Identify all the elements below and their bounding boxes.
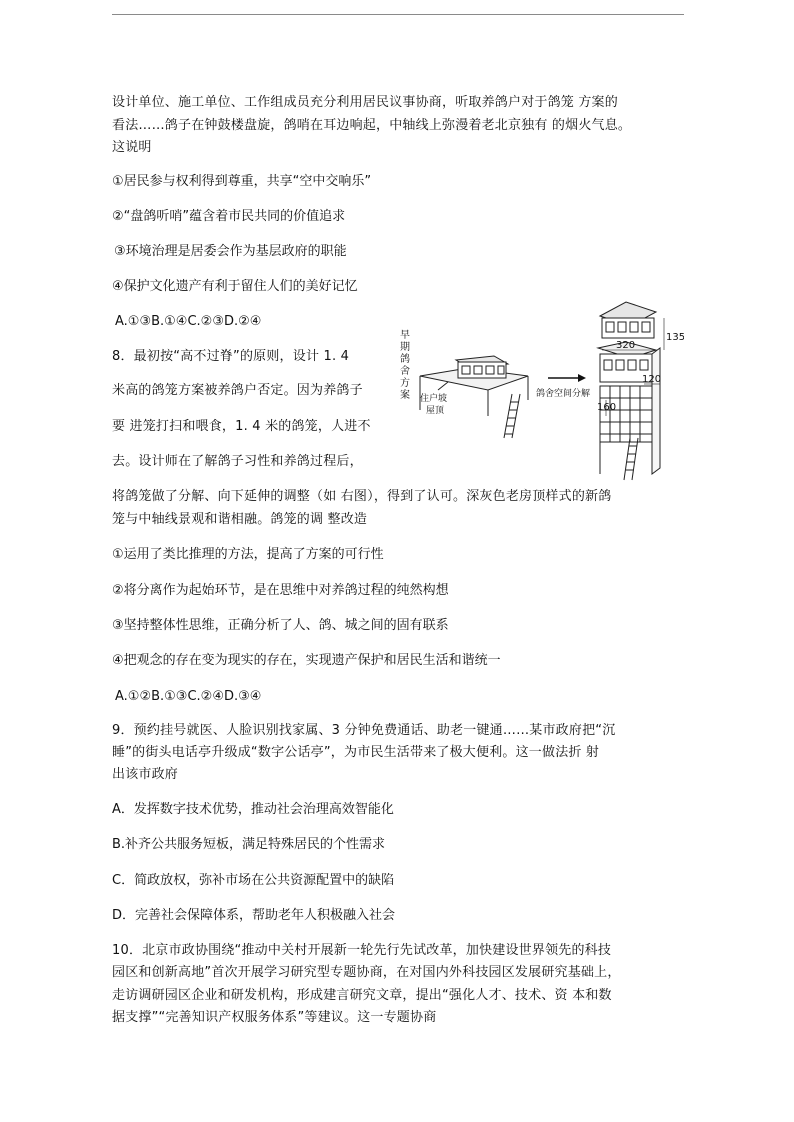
q9-stem-line-3: 出该市政府: [112, 767, 179, 782]
q8-choices: A.①②B.①③C.②④D.③④: [115, 689, 262, 704]
q9-option-d: D．完善社会保障体系，帮助老年人积极融入社会: [112, 908, 396, 923]
figure-vlabel-6: 案: [400, 390, 410, 401]
pigeon-house-figure: [398, 298, 684, 482]
q7-stem-line-2: 看法……鸽子在钟鼓楼盘旋，鸽哨在耳边响起，中轴线上弥漫着老北京独有 的烟火气息。: [112, 118, 632, 133]
q8-stem-line-1: 8．最初按“高不过脊”的原则，设计 1. 4: [112, 349, 350, 364]
figure-vlabel-4: 舍: [400, 366, 410, 377]
q8-item-2: ②将分离作为起始环节，是在思维中对养鸽过程的纯然构想: [112, 583, 449, 598]
q10-stem-line-3: 走访调研园区企业和研发机构，形成建言研究文章，提出“强化人才、技术、资 本和数: [112, 988, 612, 1003]
q7-choices: A.①③B.①④C.②③D.②④: [115, 314, 262, 329]
q9-option-b: B.补齐公共服务短板，满足特殊居民的个性需求: [112, 837, 386, 852]
q8-stem-line-2: 米高的鸽笼方案被养鸽户否定。因为养鸽子: [112, 383, 363, 398]
q7-item-4: ④保护文化遗产有利于留住人们的美好记忆: [112, 279, 358, 294]
figure-dim-120: 120: [642, 374, 662, 385]
q7-stem-line-3: 这说明: [112, 140, 152, 155]
figure-vlabel-2: 期: [400, 342, 410, 353]
q10-stem-line-4: 据支撑”“完善知识产权服务体系”等建议。这一专题协商: [112, 1010, 437, 1025]
q8-item-1: ①运用了类比推理的方法，提高了方案的可行性: [112, 547, 384, 562]
q8-stem-line-6: 笼与中轴线景观和谐相融。鸽笼的调 整改造: [112, 512, 368, 527]
header-rule: [112, 14, 684, 15]
q7-stem-line-1: 设计单位、施工单位、工作组成员充分利用居民议事协商，听取养鸽户对于鸽笼 方案的: [112, 95, 618, 110]
q8-stem-line-3: 要 进笼打扫和喂食，1. 4 米的鸽笼，人进不: [112, 419, 371, 434]
figure-roof-label-1: 住户坡: [420, 394, 448, 404]
q9-stem-line-2: 睡”的街头电话亭升级成“数字公话亭”，为市民生活带来了极大便利。这一做法折 射: [112, 745, 600, 760]
figure-dim-320: 320: [616, 340, 636, 351]
figure-arrow: [548, 374, 586, 382]
q10-stem-line-1: 10．北京市政协围绕“推动中关村开展新一轮先行先试改革，加快建设世界领先的科技: [112, 943, 612, 958]
q8-item-4: ④把观念的存在变为现实的存在，实现遗产保护和居民生活和谐统一: [112, 653, 501, 668]
figure-arrow-label: 鸽舍空间分解: [536, 389, 591, 399]
q8-stem-line-5: 将鸽笼做了分解、向下延伸的调整（如 右图），得到了认可。深灰色老房顶样式的新鸽: [112, 489, 612, 504]
q8-stem-line-4: 去。设计师在了解鸽子习性和养鸽过程后，: [112, 454, 363, 469]
figure-dim-135: 135: [666, 332, 684, 343]
figure-vertical-label: [400, 329, 410, 401]
figure-vlabel-1: 早: [400, 330, 410, 341]
q10-stem-line-2: 园区和创新高地”首次开展学习研究型专题协商，在对国内外科技园区发展研究基础上，: [112, 965, 621, 980]
figure-vlabel-5: 方: [400, 378, 410, 389]
q9-option-c: C．简政放权，弥补市场在公共资源配置中的缺陷: [112, 873, 395, 888]
figure-vlabel-3: 鸽: [400, 354, 410, 365]
q7-item-1: ①居民参与权利得到尊重，共享“空中交响乐”: [112, 174, 372, 189]
decomposed-house-drawing: [598, 302, 664, 480]
q8-item-3: ③坚持整体性思维，正确分析了人、鸽、城之间的固有联系: [112, 618, 449, 633]
q7-item-3: ③环境治理是居委会作为基层政府的职能: [114, 244, 347, 259]
q9-stem-line-1: 9．预约挂号就医、人脸识别找家属、3 分钟免费通话、助老一键通……某市政府把“沉: [112, 723, 616, 738]
q9-option-a: A．发挥数字技术优势，推动社会治理高效智能化: [112, 802, 394, 817]
figure-roof-label-2: 屋顶: [426, 406, 445, 416]
figure-dim-160: 160: [597, 402, 617, 413]
q7-item-2: ②“盘鸽听哨”蕴含着市民共同的价值追求: [112, 209, 346, 224]
